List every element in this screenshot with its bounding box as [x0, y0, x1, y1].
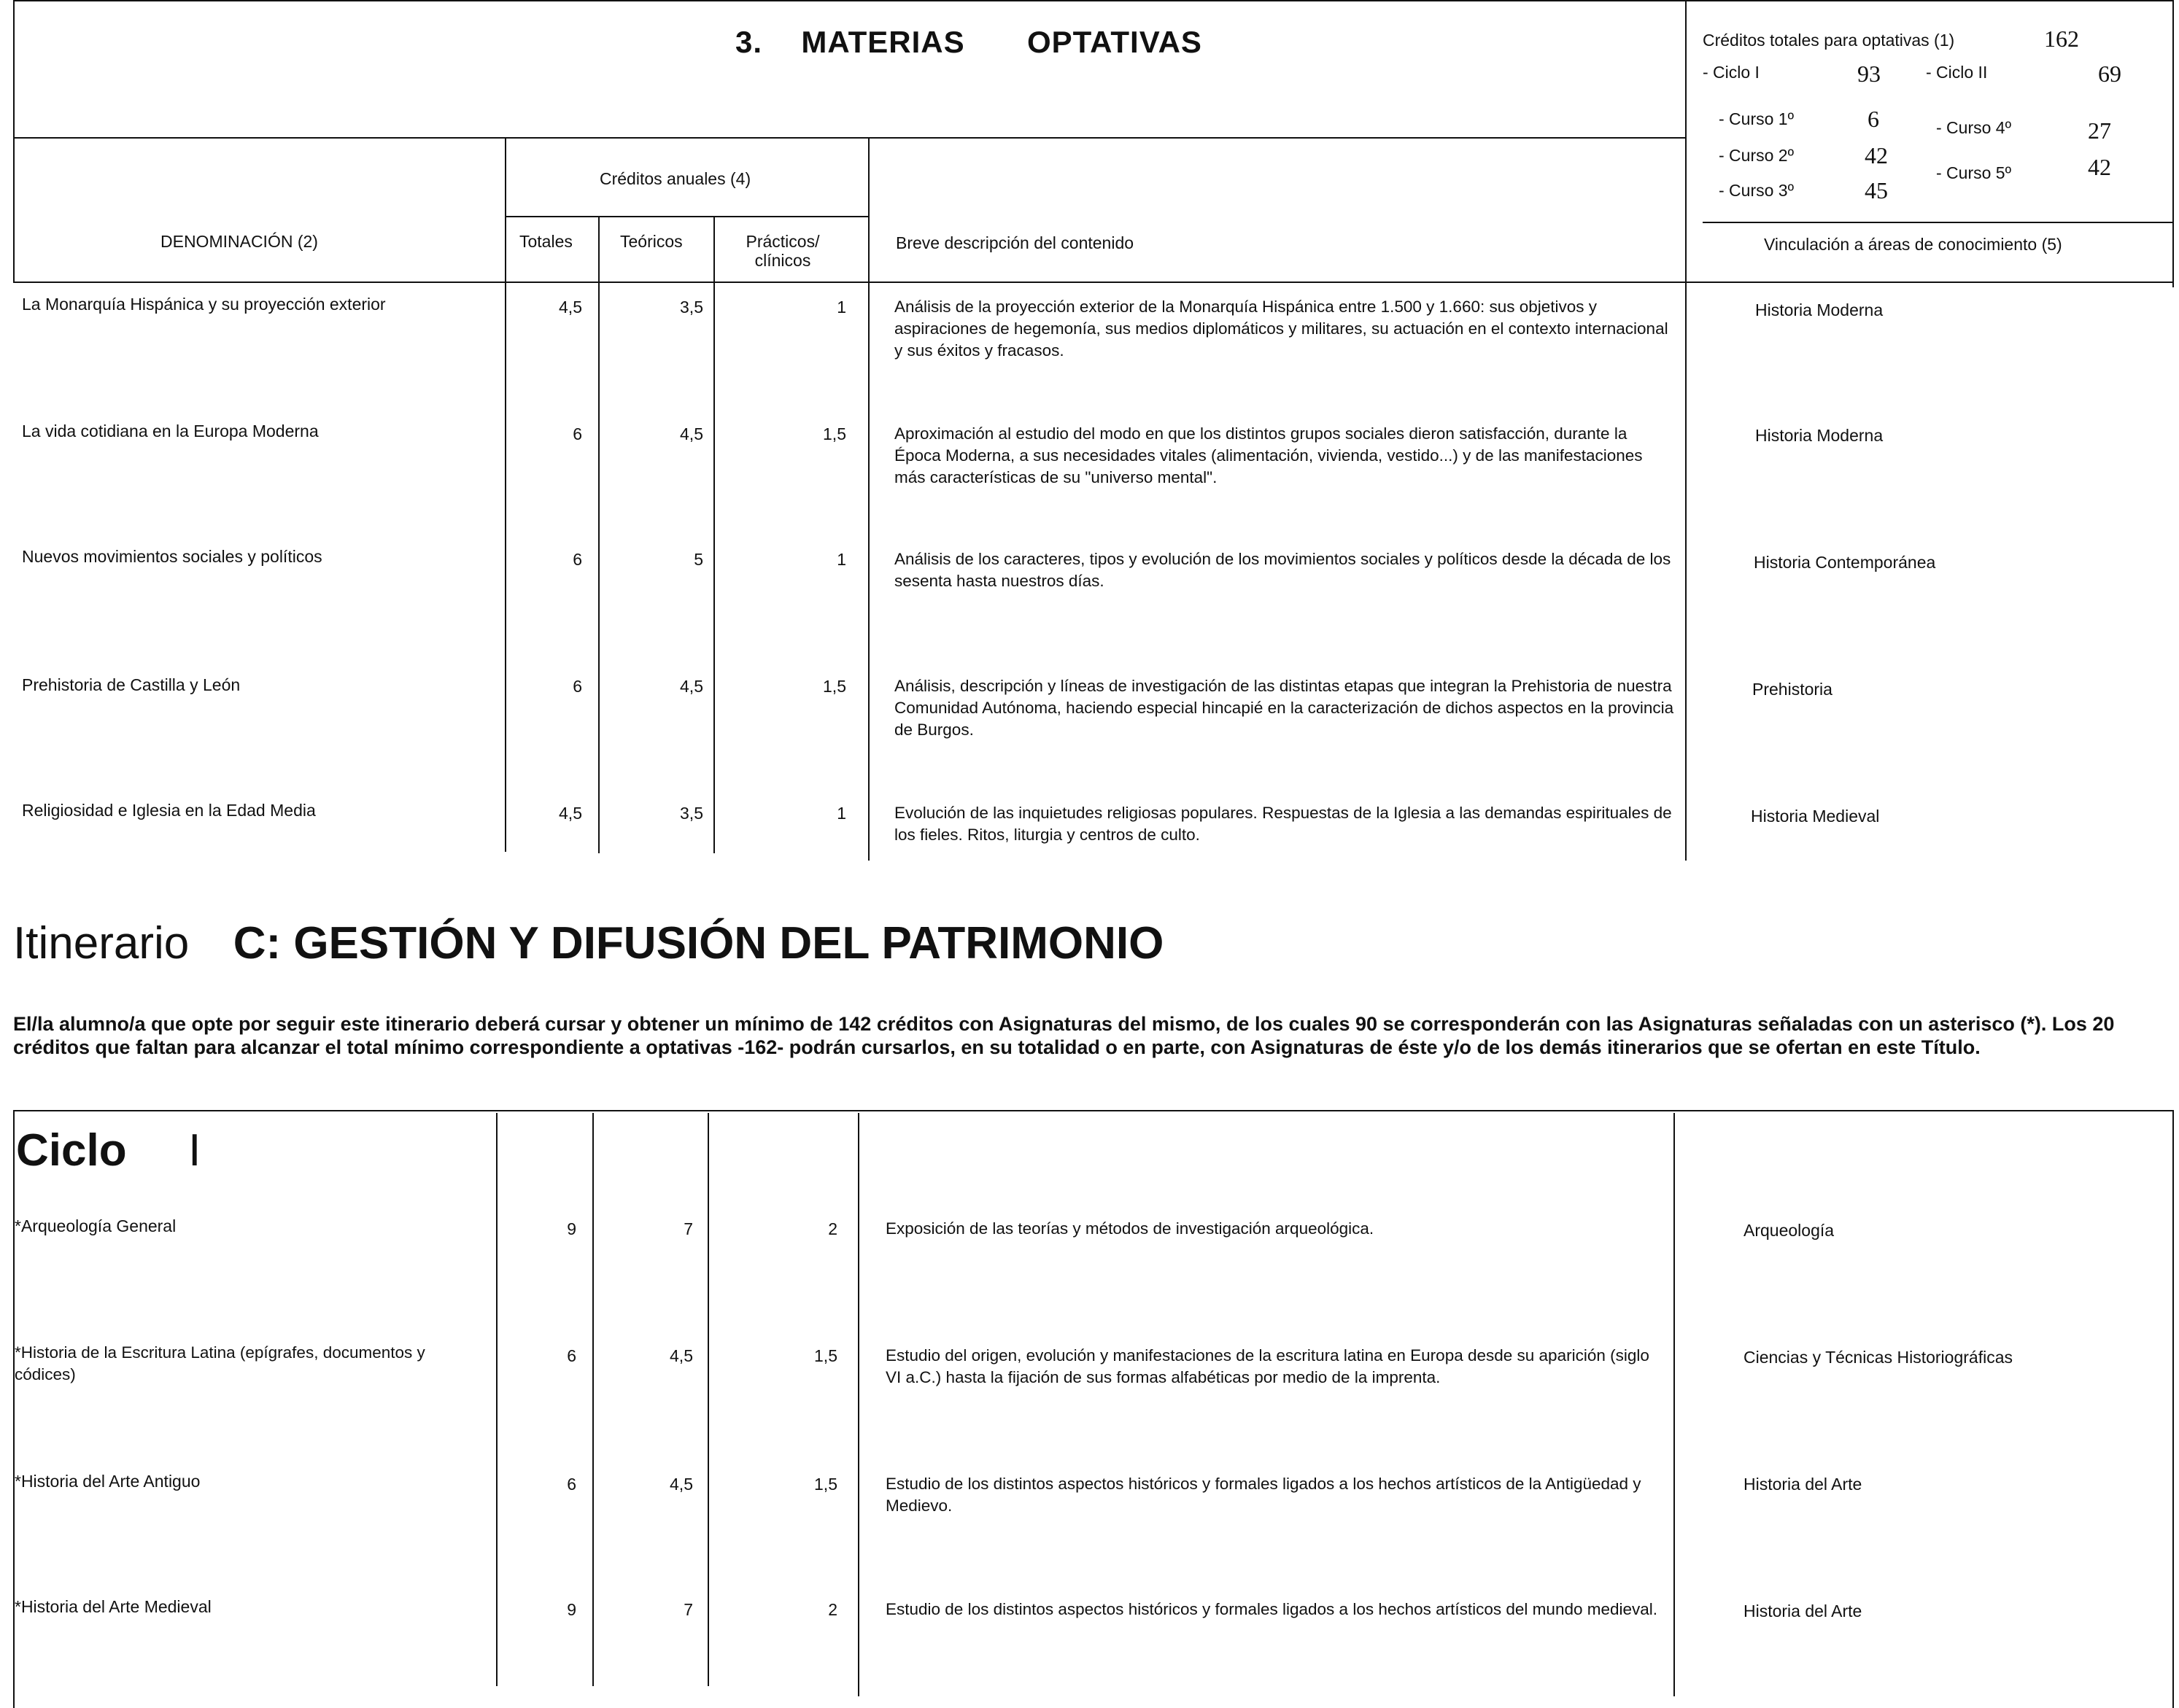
row-name: *Historia del Arte Antiguo	[15, 1472, 201, 1491]
ciclo1-value: 93	[1857, 61, 1881, 87]
row-area: Prehistoria	[1752, 680, 1832, 699]
bottom-col-divider-2	[592, 1113, 594, 1686]
curso5-label: - Curso 5º	[1936, 163, 2011, 182]
header-vinculacion: Vinculación a áreas de conocimiento (5)	[1764, 235, 2062, 254]
curso4-label: - Curso 4º	[1936, 118, 2011, 137]
row-name: *Arqueología General	[15, 1216, 177, 1235]
row-area: Historia Moderna	[1755, 426, 1884, 445]
table-border-right	[2172, 0, 2174, 287]
itinerario-intro: El/la alumno/a que opte por seguir este itinerario deberá cursar y obtener un mínimo de 142 créditos con Asignaturas del mismo, de los cuales 90 se corresponderán con las Asignaturas señaladas con un asterisco (*). Los 20 créditos que faltan para alcanzar el total mínimo correspondiente a optativas -162- podrán cursarlos, en su totalidad o en parte, con Asignaturas de éste y/o de los demás itinerarios que se ofertan en este Título.	[13, 1013, 2115, 1058]
col-divider-2	[598, 216, 600, 853]
row-teoricos: 4,5	[670, 1475, 693, 1494]
section-title-word1: MATERIAS	[801, 25, 965, 59]
ciclo2-value: 69	[2098, 61, 2121, 87]
row-name: La vida cotidiana en la Europa Moderna	[22, 422, 319, 440]
row-area: Historia Contemporánea	[1754, 553, 1936, 572]
row-area: Historia del Arte	[1743, 1602, 1862, 1620]
ciclo-heading	[16, 1122, 201, 1180]
curso1-label: - Curso 1º	[1719, 109, 1794, 128]
header-teoricos: Teóricos	[620, 232, 683, 251]
title-bottom-line	[13, 137, 1685, 139]
row-area: Ciencias y Técnicas Historiográficas	[1743, 1348, 2013, 1367]
row-practicos: 1	[837, 298, 846, 317]
bottom-border-left	[13, 1110, 15, 1708]
row-totales: 6	[573, 550, 582, 569]
row-description: Análisis, descripción y líneas de investigación de las distintas etapas que integran la Prehistoria de nuestra Comunidad Autónoma, haciendo especial hincapié en la caracterización de dichos aspectos en la provincia de Burgos.	[894, 677, 1674, 739]
row-teoricos: 3,5	[680, 804, 703, 823]
ciclo-numeral: I	[188, 1125, 201, 1176]
section-number: 3.	[735, 25, 763, 59]
table-border-left	[13, 0, 15, 282]
col-divider-1	[505, 137, 506, 852]
ciclo-label: Ciclo	[16, 1125, 127, 1176]
curso3-label: - Curso 3º	[1719, 181, 1794, 200]
row-teoricos: 7	[684, 1219, 693, 1238]
row-totales: 6	[567, 1475, 576, 1494]
row-area: Arqueología	[1743, 1221, 1835, 1240]
row-practicos: 1,5	[814, 1475, 837, 1494]
header-bottom-line	[13, 282, 2174, 283]
row-description: Aproximación al estudio del modo en que los distintos grupos sociales dieron satisfacción, durante la Época Moderna, a sus necesidades vitales (alimentación, vivienda, vestido...) y de las manifestaciones más características de su "universo mental".	[894, 424, 1643, 486]
row-totales: 6	[573, 424, 582, 443]
col-divider-3	[713, 216, 715, 853]
table-border-top	[13, 0, 2174, 1]
section-title	[735, 25, 1202, 60]
row-practicos: 1,5	[814, 1346, 837, 1365]
row-teoricos: 4,5	[670, 1346, 693, 1365]
bottom-border-right	[2172, 1110, 2174, 1708]
header-totales: Totales	[519, 232, 573, 251]
credits-subheader-line	[505, 216, 868, 217]
itinerario-prefix: Itinerario	[13, 918, 190, 968]
row-practicos: 1,5	[823, 677, 846, 696]
curso2-label: - Curso 2º	[1719, 146, 1794, 165]
bottom-table-top-line	[13, 1110, 2174, 1111]
row-name: Prehistoria de Castilla y León	[22, 675, 241, 694]
row-totales: 9	[567, 1600, 576, 1619]
bottom-col-divider-3	[708, 1113, 709, 1686]
row-teoricos: 4,5	[680, 677, 703, 696]
header-descripcion: Breve descripción del contenido	[896, 233, 1134, 252]
row-description: Evolución de las inquietudes religiosas populares. Respuestas de la Iglesia a las demandas espirituales de los fieles. Ritos, liturgia y centros de culto.	[894, 804, 1672, 844]
bottom-col-divider-area	[1673, 1113, 1675, 1696]
header-creditos-anuales: Créditos anuales (4)	[600, 169, 751, 188]
row-teoricos: 4,5	[680, 424, 703, 443]
curso5-value: 42	[2088, 154, 2111, 180]
row-name: *Historia del Arte Medieval	[15, 1597, 212, 1616]
row-totales: 9	[567, 1219, 576, 1238]
summary-divider	[1685, 0, 1687, 861]
total-credits-value: 162	[2044, 26, 2079, 52]
row-practicos: 1,5	[823, 424, 846, 443]
bottom-col-divider-desc	[858, 1113, 859, 1696]
row-description: Estudio de los distintos aspectos históricos y formales ligados a los hechos artísticos de la Antigüedad y Medievo.	[886, 1475, 1641, 1515]
row-description: Estudio de los distintos aspectos históricos y formales ligados a los hechos artísticos del mundo medieval.	[886, 1600, 1658, 1618]
row-practicos: 2	[828, 1219, 837, 1238]
row-name: La Monarquía Hispánica y su proyección exterior	[22, 295, 386, 314]
header-denominacion: DENOMINACIÓN (2)	[160, 232, 318, 251]
summary-bottom-line	[1703, 222, 2174, 223]
section-title-word2: OPTATIVAS	[1026, 25, 1202, 59]
curso2-value: 42	[1865, 142, 1888, 168]
row-totales: 4,5	[559, 804, 582, 823]
row-name: Nuevos movimientos sociales y políticos	[22, 547, 322, 566]
row-description: Análisis de la proyección exterior de la Monarquía Hispánica entre 1.500 y 1.660: sus objetivos y aspiraciones de hegemonía, sus medios diplomáticos y militares, su actuación en el contexto internacional y sus éxitos y fracasos.	[894, 298, 1668, 360]
curso4-value: 27	[2088, 117, 2111, 144]
row-teoricos: 7	[684, 1600, 693, 1619]
bottom-col-divider-1	[496, 1113, 498, 1686]
row-practicos: 2	[828, 1600, 837, 1619]
row-description: Estudio del origen, evolución y manifestaciones de la escritura latina en Europa desde su aparición (siglo VI a.C.) hasta la fijación de sus formas alfabéticas por medio de la imprenta.	[886, 1346, 1649, 1386]
row-area: Historia Medieval	[1751, 807, 1880, 826]
row-totales: 6	[573, 677, 582, 696]
row-totales: 4,5	[559, 298, 582, 317]
row-totales: 6	[567, 1346, 576, 1365]
row-name: Religiosidad e Iglesia en la Edad Media	[22, 801, 316, 820]
header-practicos-line2: clínicos	[754, 251, 811, 270]
curso1-value: 6	[1868, 106, 1879, 132]
row-teoricos: 3,5	[680, 298, 703, 317]
ciclo2-label: - Ciclo II	[1926, 63, 1988, 82]
row-description: Análisis de los caracteres, tipos y evolución de los movimientos sociales y políticos desde la década de los sesenta hasta nuestros días.	[894, 550, 1671, 590]
total-credits-label: Créditos totales para optativas (1)	[1703, 31, 1955, 50]
col-divider-desc	[868, 137, 870, 861]
row-practicos: 1	[837, 550, 846, 569]
itinerario-title: C: GESTIÓN Y DIFUSIÓN DEL PATRIMONIO	[233, 918, 1164, 968]
row-area: Historia Moderna	[1755, 300, 1884, 319]
row-name: *Historia de la Escritura Latina (epígrafes, documentos y códices)	[15, 1343, 425, 1383]
row-teoricos: 5	[694, 550, 703, 569]
curso3-value: 45	[1865, 177, 1888, 203]
itinerario-heading	[13, 915, 1164, 973]
header-practicos-line1: Prácticos/	[746, 232, 820, 251]
header-practicos	[728, 230, 837, 271]
ciclo1-label: - Ciclo I	[1703, 63, 1760, 82]
row-area: Historia del Arte	[1743, 1475, 1862, 1494]
row-description: Exposición de las teorías y métodos de investigación arqueológica.	[886, 1219, 1374, 1238]
row-practicos: 1	[837, 804, 846, 823]
